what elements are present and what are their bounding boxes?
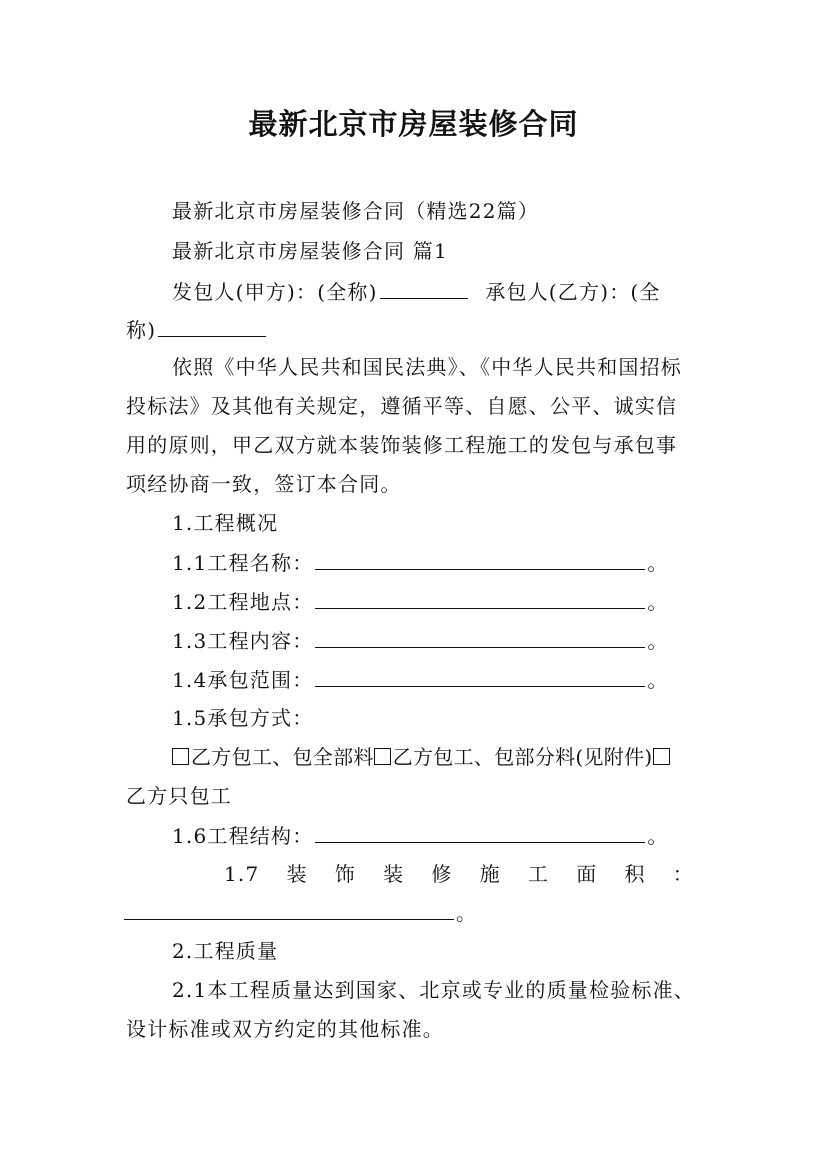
item-1-7-char: 工: [527, 862, 550, 886]
party-b-label: 承包人(乙方)：(全: [485, 280, 661, 304]
item-1-7-cont: [124, 899, 477, 926]
parties-line-1: [172, 278, 661, 305]
item-1-7-char: 施: [479, 862, 501, 886]
checkbox-option-3[interactable]: [653, 748, 670, 765]
section-2-heading: 2.工程质量: [172, 939, 279, 963]
intro-line-1: 依照《中华人民共和国民法典》、《中华人民共和国招标: [172, 355, 682, 379]
item-1-2: [172, 588, 669, 615]
item-1-4: [172, 666, 669, 693]
party-a-blank[interactable]: [380, 278, 468, 299]
period: 。: [456, 901, 478, 925]
item-1-7-char: 面: [576, 862, 598, 886]
options-line-2: 乙方只包工: [126, 784, 232, 808]
item-2-1-line-2: 设计标准或双方约定的其他标准。: [126, 1017, 444, 1041]
options-line-1: [172, 744, 672, 770]
option-1-label: 乙方包工、包全部料: [191, 745, 374, 769]
item-1-7-char: 修: [431, 862, 453, 886]
item-1-7-char: 饰: [334, 862, 356, 886]
party-b-blank[interactable]: [158, 316, 266, 337]
contract-scope-blank[interactable]: [315, 666, 645, 687]
item-2-1-line-1: 2.1本工程质量达到国家、北京或专业的质量检验标准、: [172, 978, 696, 1002]
project-content-blank[interactable]: [315, 627, 645, 648]
intro-line-3: 用的原则，甲乙双方就本装饰装修工程施工的发包与承包事: [126, 433, 678, 457]
section-1-heading: 1.工程概况: [172, 511, 279, 535]
item-1-7: [224, 861, 694, 887]
item-1-7-char: 1.7: [224, 862, 260, 886]
item-1-6-label: 1.6工程结构：: [172, 824, 314, 848]
item-1-3: [172, 627, 669, 654]
project-location-blank[interactable]: [315, 588, 645, 609]
period: 。: [647, 668, 669, 692]
checkbox-option-1[interactable]: [172, 748, 189, 765]
project-name-blank[interactable]: [315, 549, 645, 570]
item-1-7-char: ：: [672, 862, 694, 886]
item-1-6: [172, 822, 669, 849]
item-1-4-label: 1.4承包范围：: [172, 668, 314, 692]
intro-line-4: 项经协商一致，签订本合同。: [126, 472, 402, 496]
subtitle: 最新北京市房屋装修合同（精选22篇）: [172, 199, 540, 223]
period: 。: [647, 629, 669, 653]
parties-line-2: [126, 316, 268, 343]
project-structure-blank[interactable]: [315, 822, 645, 843]
document-title: 最新北京市房屋装修合同: [248, 107, 579, 141]
item-1-1: [172, 549, 669, 576]
item-1-7-char: 装: [286, 862, 308, 886]
period: 。: [647, 824, 669, 848]
period: 。: [647, 590, 669, 614]
item-1-7-char: 装: [383, 862, 405, 886]
checkbox-option-2[interactable]: [374, 748, 391, 765]
item-1-2-label: 1.2工程地点：: [172, 590, 314, 614]
option-2-label: 乙方包工、包部分料(见附件): [392, 745, 653, 769]
item-1-7-char: 积: [624, 862, 646, 886]
party-a-label: 发包人(甲方)：(全称): [172, 280, 378, 304]
intro-line-2: 投标法》及其他有关规定，遵循平等、自愿、公平、诚实信: [126, 394, 678, 418]
section-heading: 最新北京市房屋装修合同 篇1: [172, 239, 448, 263]
item-1-5: 1.5承包方式：: [172, 706, 314, 730]
decoration-area-blank[interactable]: [124, 899, 454, 920]
item-1-3-label: 1.3工程内容：: [172, 629, 314, 653]
item-1-1-label: 1.1工程名称：: [172, 551, 314, 575]
period: 。: [647, 551, 669, 575]
party-b-label-cont: 称): [126, 318, 157, 342]
